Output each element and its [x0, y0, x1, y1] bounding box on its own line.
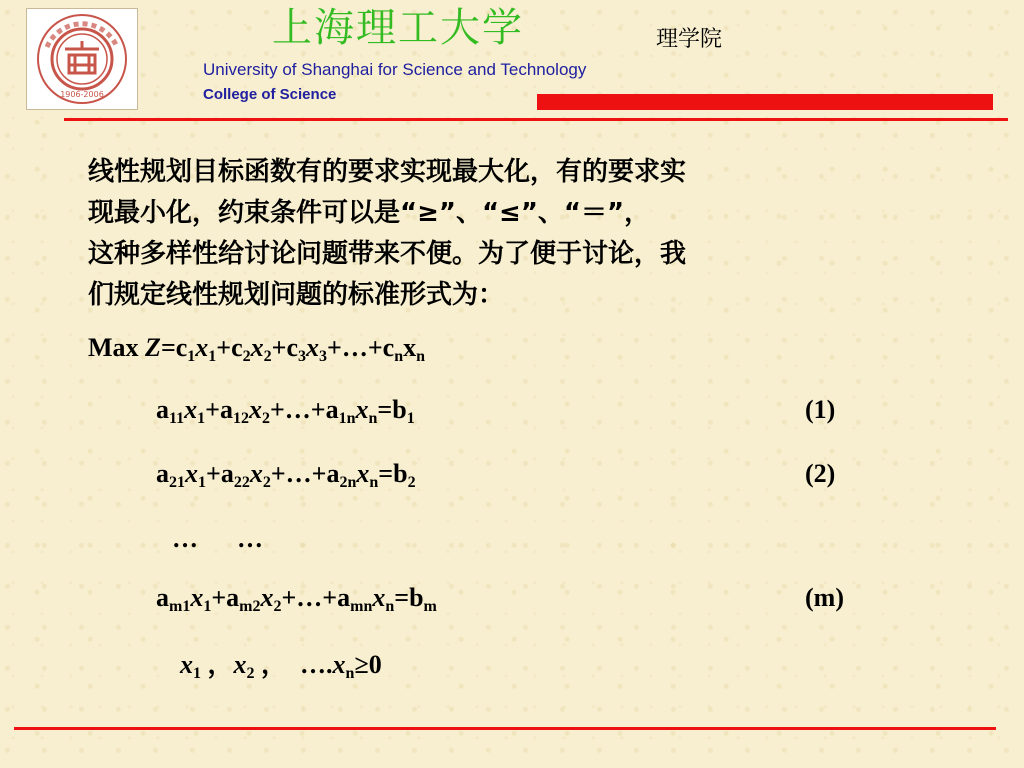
- math-subscript: 2: [261, 410, 270, 427]
- math-subscript: 3: [319, 348, 328, 365]
- math-subscript: 2: [262, 474, 271, 491]
- math-variable: x: [233, 650, 247, 679]
- constraint-1-label: (1): [805, 395, 836, 424]
- paragraph-line: 这种多样性给讨论问题带来不便。为了便于讨论，我: [88, 239, 687, 269]
- math-subscript: 1: [198, 474, 206, 491]
- math-text: =b: [377, 395, 407, 424]
- math-subscript: 1: [406, 410, 415, 427]
- constraint-2-label: (2): [805, 459, 836, 488]
- math-text: +…+a: [269, 395, 339, 424]
- math-subscript: n: [394, 348, 404, 365]
- math-subscript: 12: [232, 410, 249, 427]
- math-text: +c: [271, 333, 299, 362]
- university-logo: [26, 8, 138, 110]
- math-variable: x: [260, 583, 274, 612]
- math-variable: x: [250, 333, 264, 362]
- logo-years: 1906-2006: [60, 90, 104, 99]
- math-variable: x: [185, 459, 198, 488]
- math-subscript: 2: [246, 665, 255, 682]
- university-name-cn: 上海理工大学: [272, 5, 524, 51]
- math-text: +a: [211, 583, 240, 612]
- math-subscript: mn: [350, 598, 373, 615]
- math-subscript: 2: [273, 598, 282, 615]
- math-variable: x: [372, 583, 386, 612]
- constraint-1: [156, 395, 415, 425]
- math-subscript: 2: [263, 348, 272, 365]
- footer-divider: [14, 727, 996, 730]
- math-subscript: 11: [169, 410, 185, 427]
- intro-paragraph: [88, 152, 908, 316]
- math-subscript: 1: [187, 348, 196, 365]
- math-variable: x: [332, 650, 346, 679]
- math-text: =c: [160, 333, 188, 362]
- math-subscript: 1: [197, 410, 206, 427]
- math-variable: x: [248, 395, 262, 424]
- college-name-en: College of Science: [203, 86, 337, 103]
- header-red-bar: [537, 94, 993, 110]
- math-text: +c: [216, 333, 243, 362]
- math-subscript: 21: [169, 474, 185, 491]
- objective-prefix: Max: [88, 333, 146, 362]
- math-subscript: n: [416, 348, 425, 365]
- paragraph-line: 们规定线性规划问题的标准形式为：: [88, 280, 505, 310]
- math-text: +a: [206, 459, 234, 488]
- math-text: a: [156, 395, 169, 424]
- math-subscript: n: [345, 665, 355, 682]
- math-subscript: 1: [208, 348, 217, 365]
- constraint-ellipsis: [172, 524, 263, 554]
- math-text: ， ….: [254, 650, 333, 679]
- paragraph-line: 线性规划目标函数有的要求实现最大化，有的要求实: [88, 157, 687, 187]
- math-subscript: 2: [407, 474, 416, 491]
- math-variable: x: [249, 459, 263, 488]
- math-text: a: [156, 459, 169, 488]
- math-variable: x: [306, 333, 320, 362]
- math-text: ≥0: [354, 650, 382, 679]
- math-text: … …: [172, 524, 263, 553]
- math-variable: x: [190, 583, 204, 612]
- math-subscript: n: [385, 598, 395, 615]
- math-text: x: [403, 333, 417, 362]
- math-variable: x: [180, 650, 193, 679]
- math-variable: x: [355, 395, 369, 424]
- math-text: =b: [378, 459, 408, 488]
- math-subscript: 1: [203, 598, 212, 615]
- objective-expression: [145, 333, 425, 365]
- university-name-en: University of Shanghai for Science and Technology: [203, 60, 587, 79]
- math-subscript: n: [369, 474, 379, 491]
- nonnegativity-constraint: [180, 644, 382, 681]
- paragraph-line: 现最小化，约束条件可以是“≥”、“≤”、“＝”，: [88, 198, 651, 228]
- math-text: =b: [394, 583, 424, 612]
- math-subscript: 22: [233, 474, 250, 491]
- math-text: +…+a: [281, 583, 351, 612]
- objective-function: [88, 333, 425, 363]
- math-variable: x: [195, 333, 209, 362]
- math-variable: Z: [145, 333, 161, 362]
- math-subscript: m2: [239, 598, 261, 615]
- math-text: +…+a: [270, 459, 340, 488]
- math-text: ，: [201, 650, 234, 679]
- math-text: a: [156, 583, 169, 612]
- math-subscript: 2: [242, 348, 251, 365]
- header-divider: [64, 118, 1008, 121]
- math-subscript: 1: [193, 665, 201, 682]
- constraint-m: [156, 583, 437, 613]
- math-text: +…+c: [327, 333, 395, 362]
- math-subscript: 3: [298, 348, 307, 365]
- math-subscript: 2n: [339, 474, 357, 491]
- constraint-m-label: (m): [805, 583, 844, 612]
- math-variable: x: [356, 459, 370, 488]
- constraint-2: [156, 459, 416, 489]
- math-subscript: 1n: [338, 410, 356, 427]
- math-subscript: n: [368, 410, 378, 427]
- math-subscript: m1: [169, 598, 191, 615]
- college-name-cn: 理学院: [656, 27, 723, 52]
- math-variable: x: [184, 395, 198, 424]
- university-seal-icon: [27, 9, 137, 109]
- math-subscript: m: [423, 598, 437, 615]
- math-text: +a: [205, 395, 233, 424]
